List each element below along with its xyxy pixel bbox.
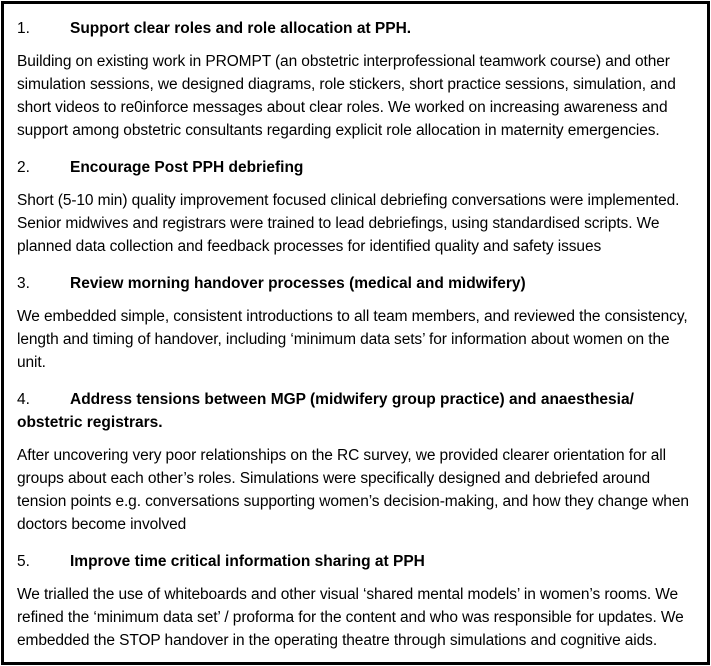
section-title: Review morning handover processes (medical and midwifery): [70, 275, 526, 292]
section-heading: [17, 17, 693, 40]
section-body: After uncovering very poor relationships on the RC survey, we provided clearer orientation for all groups about each other’s roles. Simulations were specifically designed and debriefed around tension points e.g. conversations supporting women’s decision-making, and how they change when doctors become involved: [17, 447, 689, 533]
section-number: 1.: [17, 20, 30, 37]
section-number: 4.: [17, 391, 30, 408]
section-heading: [17, 550, 693, 573]
section-number: 3.: [17, 275, 30, 292]
section-handover: [17, 272, 693, 374]
section-roles: [17, 17, 693, 142]
section-body: Building on existing work in PROMPT (an obstetric interprofessional teamwork course) and other simulation sessions, we designed diagrams, role stickers, short practice sessions, simulation, and short videos to re0inforce messages about clear roles. We worked on increasing awareness and support among obstetric consultants regarding explicit role allocation in maternity emergencies.: [17, 53, 676, 139]
section-title: Encourage Post PPH debriefing: [70, 159, 304, 176]
section-title: Support clear roles and role allocation at PPH.: [70, 20, 412, 37]
section-debriefing: [17, 156, 693, 258]
section-heading: [17, 156, 693, 179]
section-heading: [17, 272, 693, 295]
section-information-sharing: [17, 550, 693, 652]
section-title: Address tensions between MGP (midwifery group practice) and anaesthesia/ obstetric registrars.: [17, 391, 634, 431]
document-page: [1, 1, 710, 665]
section-title: Improve time critical information sharing at PPH: [70, 553, 425, 570]
section-number: 2.: [17, 159, 30, 176]
section-tensions: [17, 388, 693, 536]
section-number: 5.: [17, 553, 30, 570]
section-body: Short (5-10 min) quality improvement focused clinical debriefing conversations were implemented. Senior midwives and registrars were trained to lead debriefings, using standardised scripts. We planned data collection and feedback processes for identified quality and safety issues: [17, 192, 680, 255]
section-body: We embedded simple, consistent introductions to all team members, and reviewed the consistency, length and timing of handover, including ‘minimum data sets’ for information about women on the unit.: [17, 308, 688, 371]
section-body: We trialled the use of whiteboards and other visual ‘shared mental models’ in women’s rooms. We refined the ‘minimum data set’ / proforma for the content and who was responsible for updates. We embedded the STOP handover in the operating theatre through simulations and cognitive aids.: [17, 586, 684, 649]
section-heading: [17, 388, 693, 434]
